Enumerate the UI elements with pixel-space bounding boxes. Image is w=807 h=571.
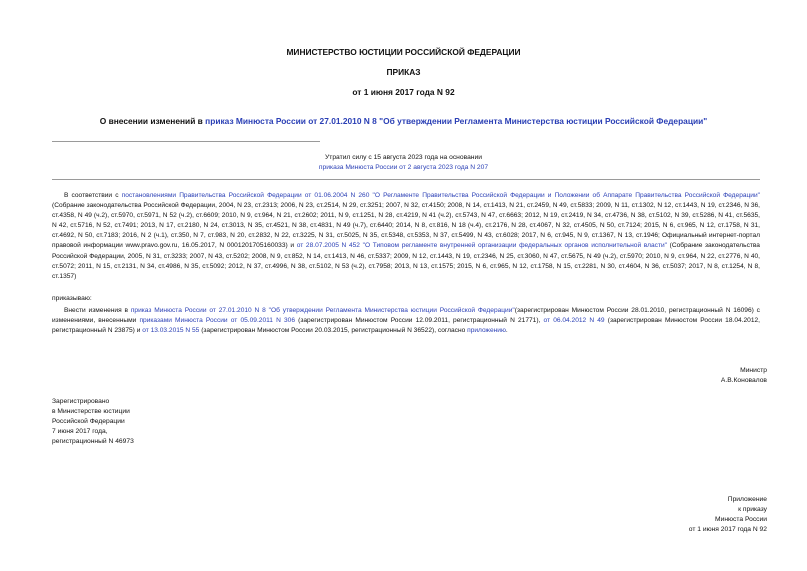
registration-block <box>52 397 134 447</box>
preamble-link-260[interactable]: постановлениями Правительства Российской Федерации от 01.06.2004 N 260 "О Регламенте Правительства Российской Федерации и Положении об Аппарате Правительства Российской Федерации" <box>121 192 761 199</box>
registration-line-5: регистрационный N 46973 <box>52 438 134 446</box>
appendix-line-4: от 1 июня 2017 года N 92 <box>688 526 767 534</box>
doc-type-heading: ПРИКАЗ <box>386 67 421 77</box>
order-text-4: (зарегистрирован Минюстом России 18.04.2012, регистрационный N 23875) и <box>52 317 761 335</box>
title-link[interactable]: приказ Минюста России от 27.01.2010 N 8 "Об утверждении Регламента Министерства юстиции Российской Федерации" <box>205 116 708 126</box>
order-link-main[interactable]: приказ Минюста России от 27.01.2010 N 8 "Об утверждении Регламента Министерства юстиции Российской Федерации" <box>130 307 515 314</box>
registration-line-4: 7 июня 2017 года, <box>52 428 108 436</box>
order-text-6: . <box>505 327 508 335</box>
appendix-line-2: к приказу <box>738 506 767 514</box>
status-note <box>0 153 807 173</box>
date-number-heading: от 1 июня 2017 года N 92 <box>352 87 455 97</box>
status-line: Утратил силу с 15 августа 2023 года на основании <box>325 154 482 161</box>
order-text-5: (зарегистрирован Минюстом России 20.03.2015, регистрационный N 36522), согласно <box>199 327 468 335</box>
registration-line-3: Российской Федерации <box>52 418 125 426</box>
signature-name: А.В.Коновалов <box>720 377 767 385</box>
appendix-link[interactable]: приложению <box>467 327 506 335</box>
preamble-text-1: В соответствии с <box>64 192 122 199</box>
signature-position: Министр <box>740 367 767 374</box>
signature-block <box>721 366 767 386</box>
order-text-2: (зарегистрирован Минюстом России 28.01.2010, регистрационный N 16096) с изменениями, внесенными <box>52 307 760 325</box>
ministry-heading: МИНИСТЕРСТВО ЮСТИЦИИ РОССИЙСКОЙ ФЕДЕРАЦИИ <box>286 47 521 57</box>
status-divider <box>52 179 760 180</box>
order-paragraph <box>52 306 760 336</box>
preamble-paragraph <box>52 191 760 282</box>
title-divider <box>52 141 320 142</box>
preamble-text-2: (Собрание законодательства Российской Федерации, 2004, N 23, ст.2313; 2006, N 23, ст.2514, N 29, ст.3251; 2007, N 32, ст.4150; 2008, N 14, ст.1413, N 21, ст.2459, N 49, ст.5833; 2009, N 11, ст.1302, N 12, ст.1443, N 19, ст.2346, N 36, ст.4358, N 49 (ч.2), ст.5970, ст.5971, N 52 (ч.2), ст.6609; 2010, N 9, ст.964, N 21, ст.2602; 2011, N 9, ст.1251, N 28, ст.4219, N 41 (ч.2), ст.5743, N 47, ст.6663; 2012, N 19, ст.2419, N 34, ст.4736, N 38, ст.5102, N 39, ст.5286, N 41, ст.5635, N 42, ст.5716, N 52, ст.7491; 2013, N 17, ст.2180, N 24, ст.3013, N 35, ст.4521, N 38, ст.4831, N 49 (ч.7), ст.6440; 2014, N 8, ст.816, N 18 (ч.4), ст.2176, N 28, ст.4067, N 32, ст.4505, N 50, ст.7124; 2015, N 6, ст.965, N 12, ст.1758, N 31, ст.4692, N 50, ст.7183; 2016, N 2 (ч.1), ст.350, N 7, ст.983, N 20, ст.2832, N 22, ст.3225, N 31, ст.5025, N 35, ст.5348, ст.5353, N 37, ст.5499, N 43, ст.6028; 2017, N 6, ст.945, N 9, ст.1367, N 13, ст.1946; Официальный интернет-портал правовой информации www.pravo.gov.ru, 16.05.2017, N 0001201705160033) и <box>52 202 760 250</box>
registration-line-2: в Министерстве юстиции <box>52 408 130 416</box>
preamble-text-3: (Собрание законодательства Российской Федерации, 2005, N 31, ст.3233; 2007, N 43, ст.5202; 2008, N 9, ст.852, N 14, ст.1413, N 46, ст.5337; 2009, N 12, ст.1443, N 19, ст.2346, N 25, ст.3060, N 47, ст.5675, N 49 (ч.2), ст.5970; 2010, N 9, ст.964, N 22, ст.2776, N 40, ст.5072; 2011, N 15, ст.2131, N 34, ст.4986, N 35, ст.5092; 2012, N 37, ст.4996, N 38, ст.5102, N 53 (ч.2), ст.7958; 2013, N 13, ст.1575; 2015, N 6, ст.965, N 12, ст.1758, N 15, ст.2281, N 30, ст.4604, N 36, ст.5037; 2017, N 8, ст.1254, N 8, ст.1357) <box>52 242 760 280</box>
order-text-3: (зарегистрирован Минюстом России 12.09.2011, регистрационный N 21771), <box>295 317 544 325</box>
appendix-line-3: Минюста России <box>715 516 767 524</box>
title-prefix: О внесении изменений в <box>99 116 206 126</box>
appendix-block <box>689 495 767 535</box>
preamble-link-452[interactable]: от 28.07.2005 N 452 "О Типовом регламенте внутренней организации федеральных органов исполнительной власти" <box>296 242 667 250</box>
order-link-55[interactable]: от 13.03.2015 N 55 <box>142 327 200 335</box>
appendix-line-1: Приложение <box>727 496 767 503</box>
order-link-306[interactable]: приказами Минюста России от 05.09.2011 N 306 <box>139 317 296 325</box>
order-link-49[interactable]: от 06.04.2012 N 49 <box>543 317 605 325</box>
order-text-1: Внести изменения в <box>64 307 131 314</box>
status-link[interactable]: приказа Минюста России от 2 августа 2023 года N 207 <box>318 164 489 172</box>
registration-line-1: Зарегистрировано <box>52 398 110 405</box>
document-title <box>0 116 807 126</box>
orders-word: приказываю: <box>52 295 92 302</box>
